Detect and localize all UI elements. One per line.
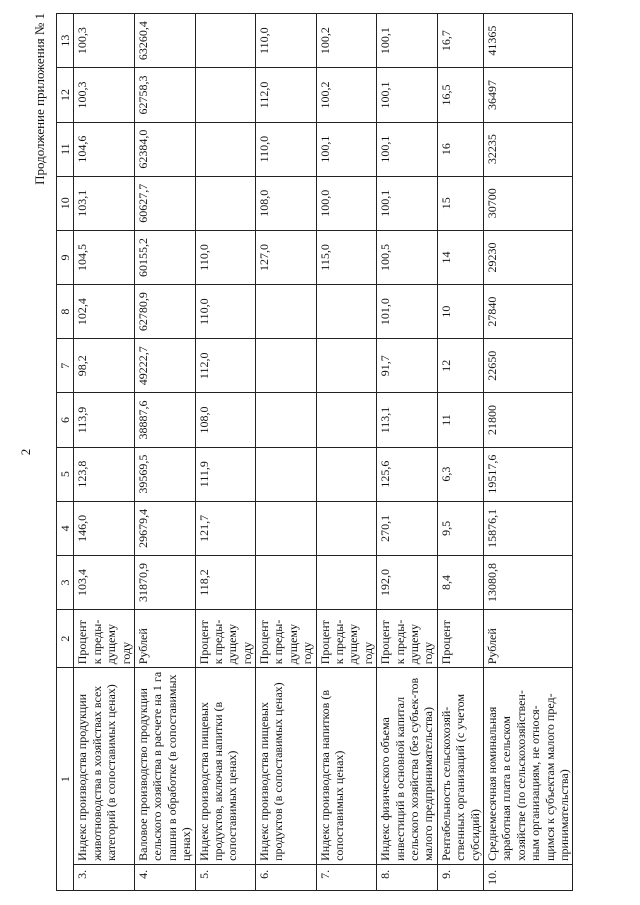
value-cell: 62384,0 — [134, 122, 195, 176]
value-cell — [316, 285, 377, 339]
row-number: 10. — [483, 864, 572, 890]
value-cell: 30700 — [483, 176, 572, 230]
value-cell: 60155,2 — [134, 230, 195, 284]
value-cell: 31870,9 — [134, 555, 195, 609]
header-row — [57, 14, 74, 891]
value-cell: 100,3 — [74, 68, 135, 122]
unit-cell: Процент к преды-дущему году — [316, 610, 377, 668]
value-cell: 29230 — [483, 230, 572, 284]
value-cell: 100,1 — [377, 122, 438, 176]
value-cell: 16 — [437, 122, 483, 176]
value-cell: 110,0 — [256, 122, 317, 176]
value-cell — [256, 501, 317, 555]
table-row — [483, 14, 572, 891]
value-cell: 62780,9 — [134, 285, 195, 339]
value-cell: 113,1 — [377, 393, 438, 447]
value-cell: 127,0 — [256, 230, 317, 284]
value-cell: 100,0 — [316, 176, 377, 230]
row-number: 7. — [316, 864, 377, 890]
indicators-table — [56, 13, 573, 891]
table-row — [377, 14, 438, 891]
header-cell: 8 — [57, 285, 74, 339]
table-row — [437, 14, 483, 891]
value-cell — [316, 501, 377, 555]
indicator-name: Среднемесячная номинальная заработная плата в сельском хозяйстве (по сельскохозяйствен-ным организациям, не относя-щимся к субъектам малого пред-принимательства) — [483, 668, 572, 865]
value-cell: 100,1 — [316, 122, 377, 176]
table-row — [256, 14, 317, 891]
value-cell: 11 — [437, 393, 483, 447]
value-cell — [195, 122, 256, 176]
table-row — [316, 14, 377, 891]
value-cell: 112,0 — [256, 68, 317, 122]
table-row — [195, 14, 256, 891]
value-cell: 22650 — [483, 339, 572, 393]
indicator-name: Рентабельность сельскохозяй-ственных организаций (с учетом субсидий) — [437, 668, 483, 865]
header-cell: 10 — [57, 176, 74, 230]
value-cell: 100,1 — [377, 68, 438, 122]
value-cell: 29679,4 — [134, 501, 195, 555]
value-cell: 9,5 — [437, 501, 483, 555]
indicator-name: Индекс производства пищевых продуктов (в сопоставимых ценах) — [256, 668, 317, 865]
unit-cell: Рублей — [134, 610, 195, 668]
value-cell: 6,3 — [437, 447, 483, 501]
value-cell: 146,0 — [74, 501, 135, 555]
page-number: 2 — [18, 448, 33, 456]
value-cell: 121,7 — [195, 501, 256, 555]
value-cell — [256, 285, 317, 339]
value-cell: 101,0 — [377, 285, 438, 339]
indicator-name: Индекс производства пищевых продуктов, включая напитки (в сопоставимых ценах) — [195, 668, 256, 865]
indicator-name: Валовое производство продукции сельского хозяйства в расчете на 1 га пашни в обработке (в сопоставимых ценах) — [134, 668, 195, 865]
unit-cell: Процент к преды-дущему году — [195, 610, 256, 668]
unit-cell: Процент — [437, 610, 483, 668]
value-cell — [316, 393, 377, 447]
header-cell: 9 — [57, 230, 74, 284]
value-cell: 108,0 — [195, 393, 256, 447]
header-cell: 7 — [57, 339, 74, 393]
value-cell: 39569,5 — [134, 447, 195, 501]
value-cell: 100,2 — [316, 68, 377, 122]
value-cell: 100,5 — [377, 230, 438, 284]
value-cell: 21800 — [483, 393, 572, 447]
value-cell: 19517,6 — [483, 447, 572, 501]
value-cell — [316, 339, 377, 393]
continuation-note: Продолжение приложения № 1 — [32, 13, 47, 185]
value-cell: 110,0 — [256, 14, 317, 68]
value-cell: 8,4 — [437, 555, 483, 609]
value-cell: 113,9 — [74, 393, 135, 447]
value-cell: 103,1 — [74, 176, 135, 230]
value-cell: 27840 — [483, 285, 572, 339]
header-cell: 5 — [57, 447, 74, 501]
value-cell: 100,2 — [316, 14, 377, 68]
value-cell — [256, 393, 317, 447]
value-cell: 16,7 — [437, 14, 483, 68]
value-cell: 12 — [437, 339, 483, 393]
value-cell: 270,1 — [377, 501, 438, 555]
value-cell: 15876,1 — [483, 501, 572, 555]
value-cell: 100,3 — [74, 14, 135, 68]
header-cell: 2 — [57, 610, 74, 668]
value-cell: 60627,7 — [134, 176, 195, 230]
value-cell: 125,6 — [377, 447, 438, 501]
indicator-name: Индекс производства напитков (в сопоставимых ценах) — [316, 668, 377, 865]
table-row — [74, 14, 135, 891]
header-cell: 12 — [57, 68, 74, 122]
value-cell: 38887,6 — [134, 393, 195, 447]
value-cell: 32235 — [483, 122, 572, 176]
unit-cell: Процент к преды-дущему году — [74, 610, 135, 668]
header-cell: 13 — [57, 14, 74, 68]
row-number: 8. — [377, 864, 438, 890]
value-cell — [195, 68, 256, 122]
value-cell: 15 — [437, 176, 483, 230]
row-number: 6. — [256, 864, 317, 890]
value-cell: 108,0 — [256, 176, 317, 230]
table-row — [134, 14, 195, 891]
value-cell: 103,4 — [74, 555, 135, 609]
value-cell: 110,0 — [195, 230, 256, 284]
header-cell: 1 — [57, 668, 74, 891]
indicator-name: Индекс физического объема инвестиций в основной капитал сельского хозяйства (без субъек-тов малого предпринимательства) — [377, 668, 438, 865]
value-cell: 63260,4 — [134, 14, 195, 68]
value-cell — [195, 14, 256, 68]
value-cell: 16,5 — [437, 68, 483, 122]
value-cell: 14 — [437, 230, 483, 284]
value-cell: 36497 — [483, 68, 572, 122]
value-cell: 10 — [437, 285, 483, 339]
value-cell: 115,0 — [316, 230, 377, 284]
value-cell: 13080,8 — [483, 555, 572, 609]
unit-cell: Рублей — [483, 610, 572, 668]
value-cell: 111,9 — [195, 447, 256, 501]
value-cell: 104,5 — [74, 230, 135, 284]
value-cell: 100,1 — [377, 176, 438, 230]
value-cell: 102,4 — [74, 285, 135, 339]
value-cell: 110,0 — [195, 285, 256, 339]
value-cell: 62758,3 — [134, 68, 195, 122]
value-cell: 98,2 — [74, 339, 135, 393]
value-cell — [256, 447, 317, 501]
value-cell: 100,1 — [377, 14, 438, 68]
value-cell: 192,0 — [377, 555, 438, 609]
header-cell: 3 — [57, 555, 74, 609]
value-cell — [195, 176, 256, 230]
value-cell: 49222,7 — [134, 339, 195, 393]
row-number: 5. — [195, 864, 256, 890]
row-number: 9. — [437, 864, 483, 890]
unit-cell: Процент к преды-дущему году — [256, 610, 317, 668]
value-cell: 123,8 — [74, 447, 135, 501]
header-cell: 4 — [57, 501, 74, 555]
value-cell: 41365 — [483, 14, 572, 68]
row-number: 4. — [134, 864, 195, 890]
value-cell: 112,0 — [195, 339, 256, 393]
value-cell — [256, 339, 317, 393]
header-cell: 11 — [57, 122, 74, 176]
row-number: 3. — [74, 864, 135, 890]
header-cell: 6 — [57, 393, 74, 447]
rotated-page — [10, 7, 630, 897]
value-cell: 91,7 — [377, 339, 438, 393]
unit-cell: Процент к преды-дущему году — [377, 610, 438, 668]
value-cell: 104,6 — [74, 122, 135, 176]
value-cell: 118,2 — [195, 555, 256, 609]
value-cell — [316, 447, 377, 501]
value-cell — [316, 555, 377, 609]
indicator-name: Индекс производства продукции животноводства в хозяйствах всех категорий (в сопоставимых ценах) — [74, 668, 135, 865]
value-cell — [256, 555, 317, 609]
